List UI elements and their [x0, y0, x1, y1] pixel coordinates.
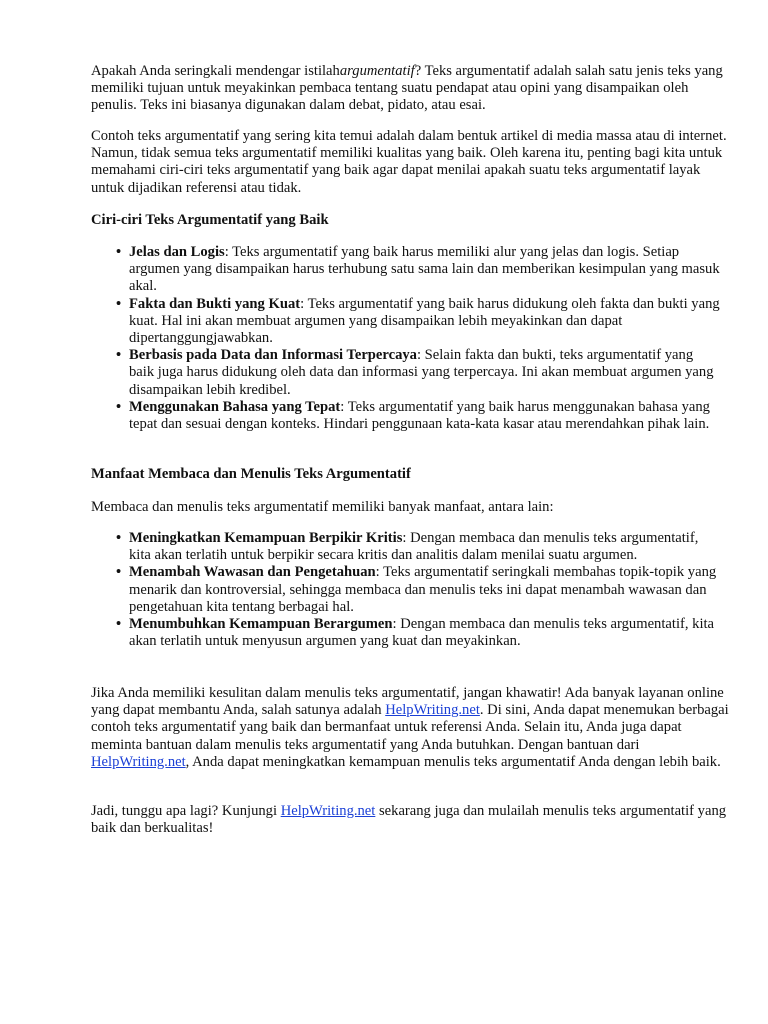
closing-text: . Di sini, Anda dapat menemukan berbagai contoh teks argumentatif yang baik dan bermanfaat untuk referensi Anda. Selain itu, Anda juga dapat meminta bantuan dalam menulis teks argumentatif yang Anda butuhkan. Dengan bantuan dari — [91, 702, 729, 753]
item-text: : Dengan membaca dan menulis teks argumentatif, kita akan terlatih untuk berpikir secara kritis dan analitis dalam menilai suatu argumen. — [129, 530, 699, 564]
benefits-intro: Membaca dan menulis teks argumentatif memiliki banyak manfaat, antara lain: — [91, 499, 554, 515]
item-text: : Selain fakta dan bukti, teks argumentatif yang baik juga harus didukung oleh data dan informasi yang terpercaya. Ini akan membuat argumen yang disampaikan lebih kredibel. — [129, 347, 714, 398]
closing-text: Jika Anda memiliki kesulitan dalam menulis teks argumentatif, jangan khawatir! Ada banyak layanan online yang dapat membantu Anda, salah satunya adalah — [91, 685, 724, 719]
bullet-icon: • — [116, 347, 122, 364]
bullet-icon: • — [116, 616, 122, 633]
closing-paragraph — [91, 685, 731, 771]
item-term: Meningkatkan Kemampuan Berpikir Kritis — [129, 530, 403, 546]
list-item — [116, 399, 720, 433]
item-term: Menambah Wawasan dan Pengetahuan — [129, 564, 376, 581]
intro-text-rest: ? Teks argumentatif adalah salah satu jenis teks yang memiliki tujuan untuk meyakinkan pembaca tentang suatu pendapat atau opini yang disampaikan oleh penulis. Teks ini biasanya digunakan dalam debat, pidato, atau esai. — [91, 63, 723, 114]
paragraph-examples: Contoh teks argumentatif yang sering kita temui adalah dalam bentuk artikel di media massa atau di internet. Namun, tidak semua teks argumentatif memiliki kualitas yang baik. Oleh karena itu, penting bagi kita untuk memahami ciri-ciri teks argumentatif yang baik agar dapat menilai apakah suatu teks argumentatif layak untuk dijadikan referensi atau tidak. — [91, 128, 727, 196]
intro-paragraph — [91, 63, 731, 115]
helpwriting-link[interactable]: HelpWriting.net — [280, 803, 376, 819]
item-term: Jelas dan Logis — [129, 244, 225, 260]
intro-text: Apakah Anda seringkali mendengar istilah — [91, 63, 340, 79]
item-term: Fakta dan Bukti yang Kuat — [129, 295, 301, 312]
final-text: Jadi, tunggu apa lagi? Kunjungi — [91, 803, 281, 819]
item-term: Menggunakan Bahasa yang Tepat — [129, 398, 341, 415]
bullet-icon: • — [116, 398, 122, 415]
intro-term: argumentatif — [339, 63, 415, 79]
helpwriting-link[interactable]: HelpWriting.net — [385, 702, 480, 719]
helpwriting-link[interactable]: HelpWriting.net — [91, 753, 186, 770]
final-text: sekarang juga dan mulailah menulis teks argumentatif yang baik dan berkualitas! — [91, 803, 727, 837]
section-heading-benefits: Manfaat Membaca dan Menulis Teks Argumentatif — [91, 466, 411, 482]
item-text: : Teks argumentatif yang baik harus menggunakan bahasa yang tepat dan sesuai dengan konteks. Hindari penggunaan kata-kata kasar atau merendahkan pihak lain. — [129, 398, 710, 433]
list-item — [116, 347, 720, 399]
bullet-icon: • — [116, 530, 122, 546]
bullet-icon: • — [116, 295, 122, 312]
item-text: : Teks argumentatif seringkali membahas topik-topik yang menarik dan kontroversial, sehingga membaca dan menulis teks ini dapat menambah wawasan dan pengetahuan kita tentang berbagai hal. — [129, 564, 717, 615]
item-text: : Teks argumentatif yang baik harus memiliki alur yang jelas dan logis. Setiap argumen yang disampaikan harus terhubung satu sama lain dan memberikan kesimpulan yang masuk akal. — [129, 244, 720, 295]
list-item — [116, 244, 720, 296]
bullet-icon: • — [116, 564, 122, 581]
list-item — [116, 530, 720, 564]
item-term: Menumbuhkan Kemampuan Berargumen — [129, 616, 393, 633]
benefits-list — [116, 530, 720, 650]
bullet-icon: • — [116, 244, 122, 260]
list-item — [116, 564, 720, 616]
final-paragraph — [91, 803, 731, 837]
list-item — [116, 616, 720, 650]
item-text: : Dengan membaca dan menulis teks argumentatif, kita akan terlatih untuk menyusun argumen yang kuat dan meyakinkan. — [129, 616, 715, 650]
closing-text: , Anda dapat meningkatkan kemampuan menulis teks argumentatif Anda dengan lebih baik. — [185, 753, 721, 770]
item-term: Berbasis pada Data dan Informasi Terpercaya — [129, 347, 417, 364]
characteristics-list — [116, 244, 720, 433]
list-item — [116, 296, 720, 348]
section-heading-characteristics: Ciri-ciri Teks Argumentatif yang Baik — [91, 212, 329, 228]
item-text: : Teks argumentatif yang baik harus didukung oleh fakta dan bukti yang kuat. Hal ini akan membuat argumen yang disampaikan lebih meyakinkan dan dapat dipertanggungjawabkan. — [129, 295, 720, 347]
